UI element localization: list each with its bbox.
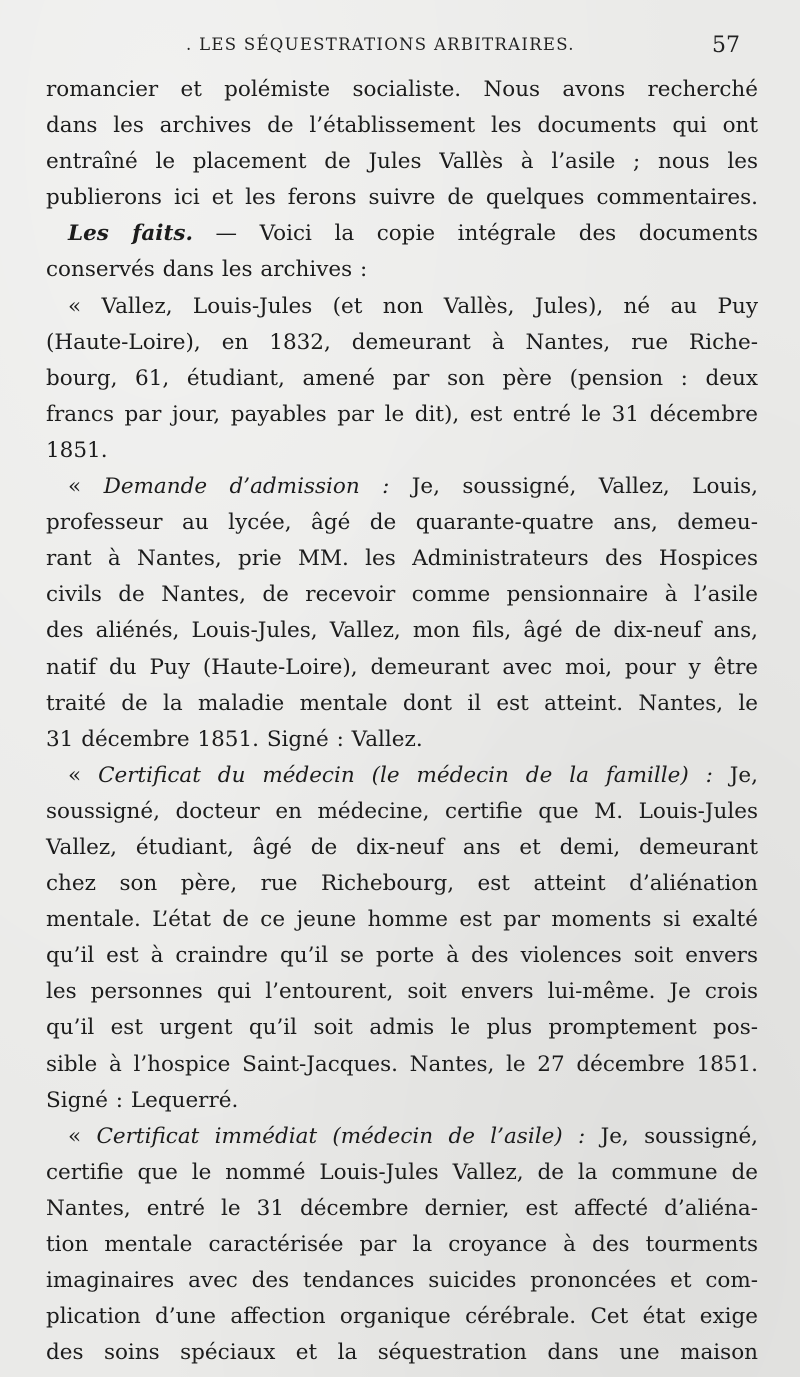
text-run: 31 décembre 1851. Signé : Vallez. — [46, 726, 423, 752]
text-line — [46, 577, 758, 613]
text-run: rant à Nantes, prie MM. les Administrateurs des Hospices — [46, 546, 758, 572]
text-run: (Haute-Loire), en 1832, demeurant à Nantes, rue Riche- — [46, 329, 758, 355]
text-run: traité de la maladie mentale dont il est atteint. Nantes, le — [46, 690, 758, 716]
text-run: certifie que le nommé Louis-Jules Vallez, de la commune de — [46, 1159, 758, 1185]
text-line — [46, 469, 758, 505]
text-run: entraîné le placement de Jules Vallès à l’asile ; nous les — [46, 149, 758, 175]
page-number: 57 — [712, 33, 740, 58]
text-run: qu’il est urgent qu’il soit admis le plus promptement pos- — [46, 1015, 758, 1041]
text-run: publierons ici et les ferons suivre de quelques commentaires. — [46, 185, 758, 211]
text-run: « — [68, 474, 104, 500]
text-run: soussigné, docteur en médecine, certifie que M. Louis-Jules — [46, 798, 758, 824]
text-line — [46, 433, 758, 469]
italic-phrase: Certificat immédiat (médecin de l’asile) : — [96, 1123, 586, 1149]
text-line — [46, 686, 758, 722]
text-run: chez son père, rue Richebourg, est atteint d’aliénation — [46, 871, 758, 897]
text-run: Nantes, entré le 31 décembre dernier, est affecté d’aliéna- — [46, 1195, 758, 1221]
text-run: les personnes qui l’entourent, soit envers lui-même. Je crois — [46, 979, 758, 1005]
text-run: Je, — [712, 762, 758, 788]
text-line — [46, 758, 758, 794]
text-line — [46, 216, 758, 252]
section-heading: Les faits. — [68, 221, 193, 247]
text-line — [46, 613, 758, 649]
text-run: bourg, 61, étudiant, amené par son père (pension : deux — [46, 365, 758, 391]
text-line — [46, 72, 758, 108]
text-run: « — [68, 762, 99, 788]
text-run: plication d’une affection organique cérébrale. Cet état exige — [46, 1304, 758, 1330]
text-run: sible à l’hospice Saint-Jacques. Nantes, le 27 décembre 1851. — [46, 1051, 758, 1077]
text-run: romancier et polémiste socialiste. Nous avons recherché — [46, 77, 758, 102]
text-line — [46, 180, 758, 216]
text-line — [46, 108, 758, 144]
text-run: imaginaires avec des tendances suicides prononcées et com- — [46, 1268, 758, 1294]
text-run: francs par jour, payables par le dit), est entré le 31 décembre — [46, 401, 758, 427]
body-text — [46, 72, 758, 1371]
text-line — [46, 938, 758, 974]
text-line — [46, 1119, 758, 1155]
text-line — [46, 1191, 758, 1227]
text-run: qu’il est à craindre qu’il se porte à des violences soit envers — [46, 943, 758, 969]
text-run: conservés dans les archives : — [46, 257, 368, 283]
text-line — [46, 1335, 758, 1371]
text-line — [46, 1047, 758, 1083]
text-run: Signé : Lequerré. — [46, 1087, 239, 1113]
text-line — [46, 1227, 758, 1263]
text-line — [46, 902, 758, 938]
text-line — [46, 252, 758, 288]
italic-phrase: Certificat du médecin (le médecin de la famille) : — [98, 762, 713, 788]
text-run: professeur au lycée, âgé de quarante-quatre ans, demeu- — [46, 510, 758, 536]
text-line — [46, 794, 758, 830]
text-line — [46, 830, 758, 866]
text-line — [46, 361, 758, 397]
text-run: Vallez, étudiant, âgé de dix-neuf ans et demi, demeurant — [46, 834, 758, 860]
text-line — [46, 650, 758, 686]
text-line — [46, 722, 758, 758]
text-run: natif du Puy (Haute-Loire), demeurant avec moi, pour y être — [46, 654, 758, 680]
italic-phrase: Demande d’admission : — [103, 474, 390, 500]
text-run: des soins spéciaux et la séquestration dans une maison — [46, 1340, 758, 1366]
text-line — [46, 325, 758, 361]
text-run: Je, soussigné, Vallez, Louis, — [389, 474, 758, 500]
text-run: civils de Nantes, de recevoir comme pensionnaire à l’asile — [46, 582, 758, 608]
running-head — [0, 33, 800, 61]
text-line — [46, 144, 758, 180]
text-line — [46, 866, 758, 902]
text-line — [46, 397, 758, 433]
text-line — [46, 1263, 758, 1299]
text-line — [46, 1010, 758, 1046]
text-run: mentale. L’état de ce jeune homme est par moments si exalté — [46, 907, 758, 933]
running-title: . LES SÉQUESTRATIONS ARBITRAIRES. — [186, 35, 575, 54]
text-run: « — [68, 1123, 97, 1149]
text-line — [46, 505, 758, 541]
text-line — [46, 541, 758, 577]
text-run: « Vallez, Louis-Jules (et non Vallès, Jules), né au Puy — [68, 293, 758, 319]
text-line — [46, 1083, 758, 1119]
text-run: — Voici la copie intégrale des documents — [192, 221, 758, 247]
text-line — [46, 289, 758, 325]
text-run: tion mentale caractérisée par la croyance à des tourments — [46, 1232, 758, 1257]
text-run: dans les archives de l’établissement les documents qui ont — [46, 113, 758, 139]
text-line — [46, 1155, 758, 1191]
text-line — [46, 1299, 758, 1335]
text-line — [46, 974, 758, 1010]
text-run: 1851. — [46, 437, 108, 463]
text-run: Je, soussigné, — [585, 1123, 759, 1149]
text-run: des aliénés, Louis-Jules, Vallez, mon fils, âgé de dix-neuf ans, — [46, 618, 758, 644]
